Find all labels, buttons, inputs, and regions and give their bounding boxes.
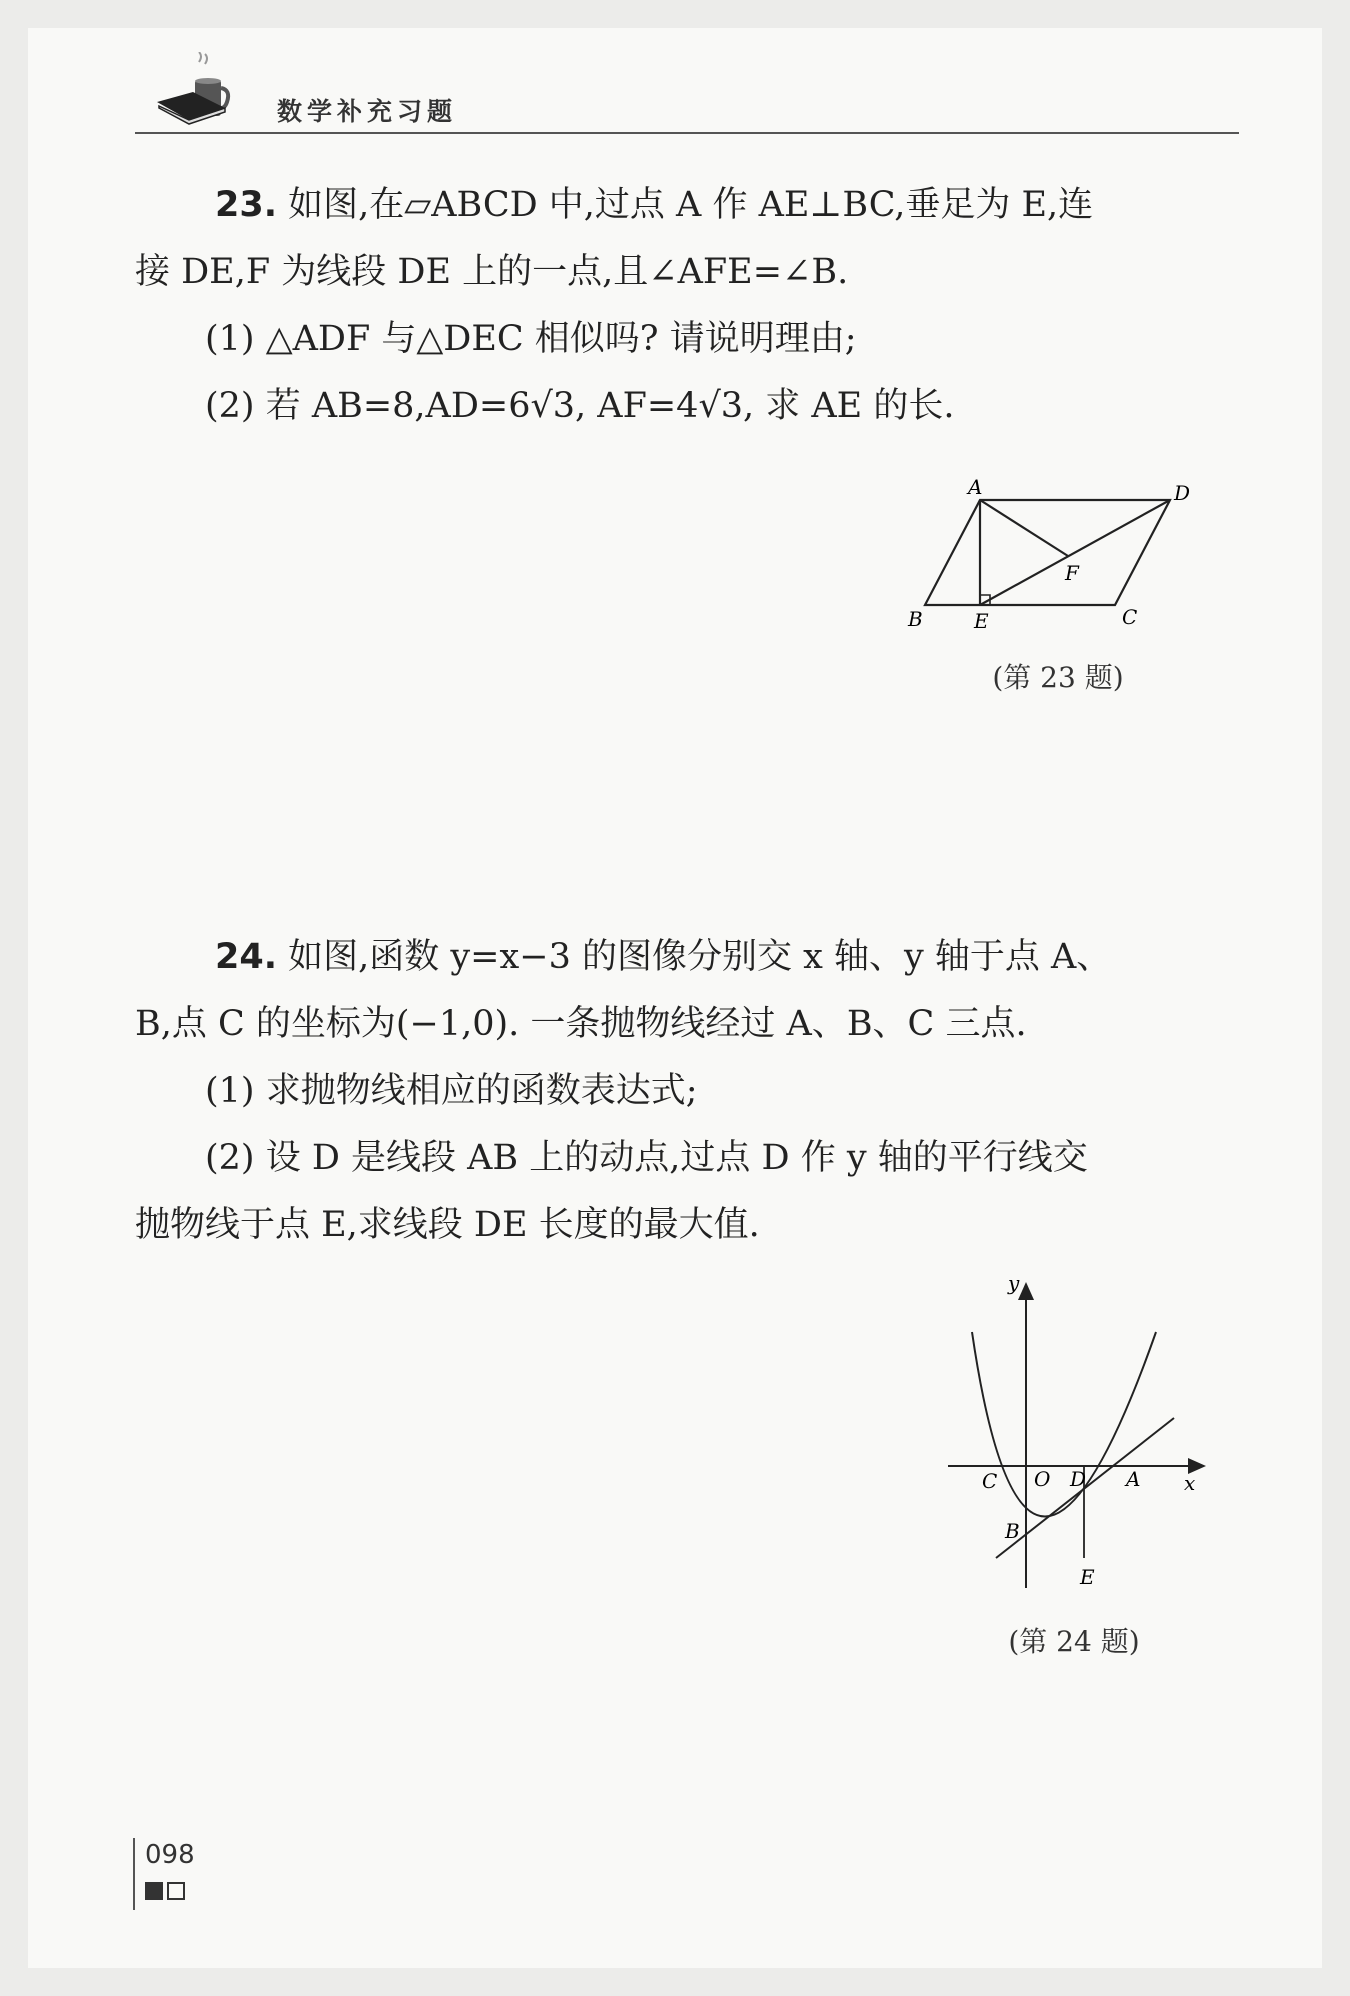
problem-23-number: 23. (215, 185, 278, 225)
problem-23-stem-line2: 接 DE,F 为线段 DE 上的一点,且∠AFE=∠B. (135, 252, 849, 292)
problem-24-stem-line2: B,点 C 的坐标为(−1,0). 一条抛物线经过 A、B、C 三点. (135, 1004, 1027, 1044)
label-e: E (974, 609, 989, 630)
page-header (135, 52, 1239, 134)
label-a: A (1126, 1467, 1141, 1491)
problem-23 (135, 172, 1235, 440)
label-f: F (1065, 561, 1079, 585)
filled-square-icon (145, 1882, 163, 1900)
figure-24-parabola-graph (930, 1268, 1210, 1598)
problem-23-stem-line1: 如图,在▱ABCD 中,过点 A 作 AE⊥BC,垂足为 E,连 (288, 185, 1094, 225)
label-d: D (1070, 1467, 1087, 1491)
label-x: x (1184, 1471, 1196, 1495)
label-c: C (1122, 605, 1138, 629)
page-number: 098 (145, 1840, 195, 1870)
label-b: B (1005, 1519, 1020, 1543)
figure-23-parallelogram (900, 470, 1220, 630)
problem-24-stem-line1: 如图,函数 y=x−3 的图像分别交 x 轴、y 轴于点 A、 (288, 937, 1112, 977)
page-footer (133, 1838, 255, 1910)
problem-24-part2-line1: (2) 设 D 是线段 AB 上的动点,过点 D 作 y 轴的平行线交 (205, 1138, 1088, 1178)
label-d: D (1174, 481, 1191, 505)
problem-24 (135, 924, 1235, 1259)
label-c: C (982, 1469, 998, 1493)
problem-23-part1: (1) △ADF 与△DEC 相似吗? 请说明理由; (205, 319, 857, 359)
problem-24-part2-line2: 抛物线于点 E,求线段 DE 长度的最大值. (135, 1205, 760, 1245)
label-b: B (908, 607, 923, 630)
label-a: A (968, 475, 983, 499)
header-title: 数学补充习题 (277, 97, 458, 126)
problem-24-part1: (1) 求抛物线相应的函数表达式; (205, 1071, 698, 1111)
figure-23-caption: (第 23 题) (992, 661, 1124, 694)
segment-af (980, 500, 1068, 556)
figure-24-caption: (第 24 题) (1008, 1625, 1140, 1658)
label-y: y (1008, 1271, 1020, 1295)
label-o: O (1034, 1467, 1051, 1491)
book-and-cup-icon (155, 52, 251, 128)
empty-square-icon (167, 1882, 185, 1900)
problem-24-number: 24. (215, 937, 278, 977)
parallelogram-abcd (925, 500, 1170, 605)
label-e: E (1080, 1565, 1095, 1589)
problem-23-part2: (2) 若 AB=8,AD=6√3, AF=4√3, 求 AE 的长. (205, 386, 955, 426)
